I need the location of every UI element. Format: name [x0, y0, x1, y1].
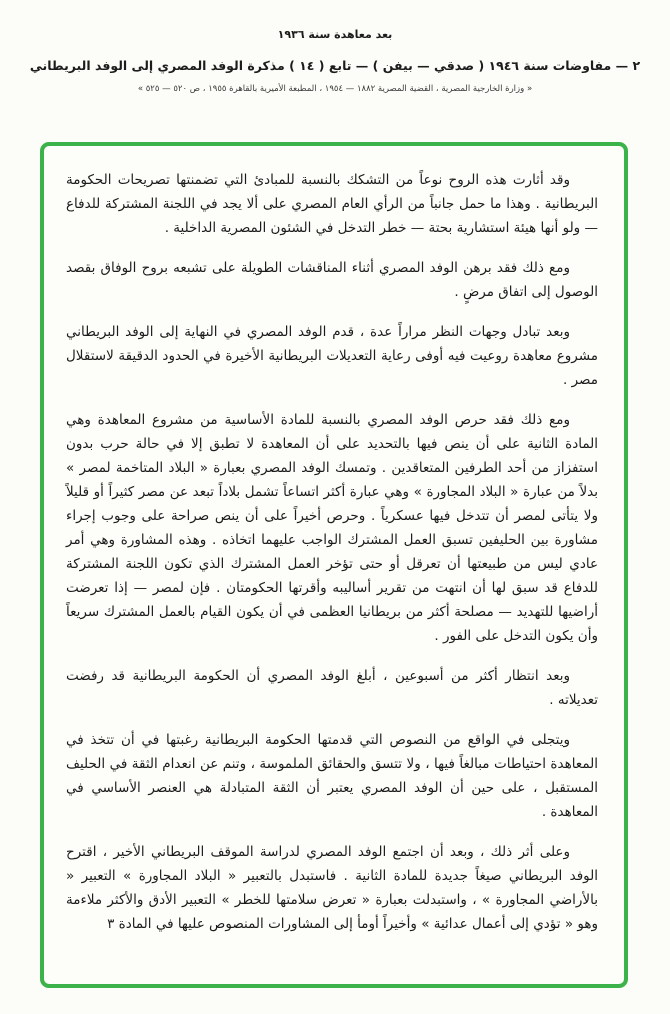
paragraph: وبعد تبادل وجهات النظر مراراً عدة ، قدم الوفد المصري في النهاية إلى الوفد البريطاني مشروع معاهدة روعيت فيه أوفى رعاية التعديلات البريطانية الأخيرة في الحدود الدقيقة لاستقلال مصر . [66, 324, 598, 389]
paragraph: ويتجلى في الواقع من النصوص التي قدمتها الحكومة البريطانية رغبتها في أن تتخذ في المعاهدة احتياطات مبالغاً فيها ، ولا تتسق والحقائق الملموسة ، وتنم عن انعدام الثقة في الحليف المستقبل ، على حين أن الوفد المصري يعتبر أن الثقة المتبادلة هي العنصر الأساسي في المعاهدة . [66, 732, 598, 821]
paragraph: وبعد انتظار أكثر من أسبوعين ، أبلغ الوفد المصري أن الحكومة البريطانية قد رفضت تعديلاته . [66, 668, 598, 709]
paragraph: ومع ذلك فقد حرص الوفد المصري بالنسبة للمادة الأساسية من مشروع المعاهدة وهي المادة الثانية على أن ينص فيها بالتحديد على أن المعاهدة لا تطبق إلا في حالة حرب بدون استفزاز من أحد الطرفين المتعاقدين . وتمسك الوفد المصري بعبارة « البلاد المتاخمة لمصر » بدلاً من عبارة « البلاد المجاورة » وهي عبارة أكثر اتساعاً تشمل بلاداً تبعد عن مصر كثيراً أو قليلاً ولا يتأتى لمصر أن تتدخل فيها عسكرياً . وحرص أخيراً على أن ينص صراحة على وجوب إجراء مشاورة بين الحليفين تسبق العمل المشترك الواجب عليهما اتخاذه . وهذه المشاورة وهي أمر عادي ليس من طبيعتها أن تعرقل أو حتى تؤخر العمل المشترك الذي تكون اللجنة المشتركة للدفاع قد سبق لها أن انتهت من تقرير أساليبه وأقرتها الحكومتان . فإن لمصر — إذا تعرضت أراضيها للتهديد — مصلحة أكثر من بريطانيا العظمى في أن يكون القيام بالعمل المشترك سريعاً وأن يكون التدخل على الفور . [66, 412, 598, 645]
header-series-title: بعد معاهدة سنة ١٩٣٦ [277, 28, 393, 41]
paragraph: وعلى أثر ذلك ، وبعد أن اجتمع الوفد المصري لدراسة الموقف البريطاني الأخير ، اقترح الوفد البريطاني صيغاً جديدة للمادة الثانية . فاستبدل بالتعبير « البلاد المجاورة » التعبير « بالأراضي المجاورة » ، واستبدلت بعبارة « تعرض سلامتها للخطر » التعبير الأدق والأكثر ملاءمة وهو « تؤدي إلى أعمال عدائية » وأخيراً أومأ إلى المشاورات المنصوص عليها في المادة ٣ [66, 844, 598, 933]
document-header [0, 0, 670, 94]
paragraph: ومع ذلك فقد برهن الوفد المصري أثناء المناقشات الطويلة على تشبعه بروح الوفاق بقصد الوصول إلى اتفاق مرضٍ . [66, 260, 598, 301]
header-document-title: ٢ — مفاوضات سنة ١٩٤٦ ( صدقي — بيفن ) — تابع ( ١٤ ) مذكرة الوفد المصري إلى الوفد البريطاني [29, 58, 641, 73]
header-source-citation: « وزارة الخارجية المصرية ، القضية المصرية ١٨٨٢ — ١٩٥٤ ، المطبعة الأميرية بالقاهرة ١٩٥٥ ، ص ٥٢٠ — ٥٢٥ » [137, 84, 533, 95]
green-border-text-box [40, 142, 628, 988]
paragraph: وقد أثارت هذه الروح نوعاً من التشكك بالنسبة للمبادئ التي تضمنتها تصريحات الحكومة البريطانية . وهذا ما حمل جانباً من الرأي العام المصري على ألا يجد في اللجنة المشتركة للدفاع — ولو أنها هيئة استشارية بحتة — خطر التدخل في الشئون المصرية الداخلية . [66, 172, 598, 237]
